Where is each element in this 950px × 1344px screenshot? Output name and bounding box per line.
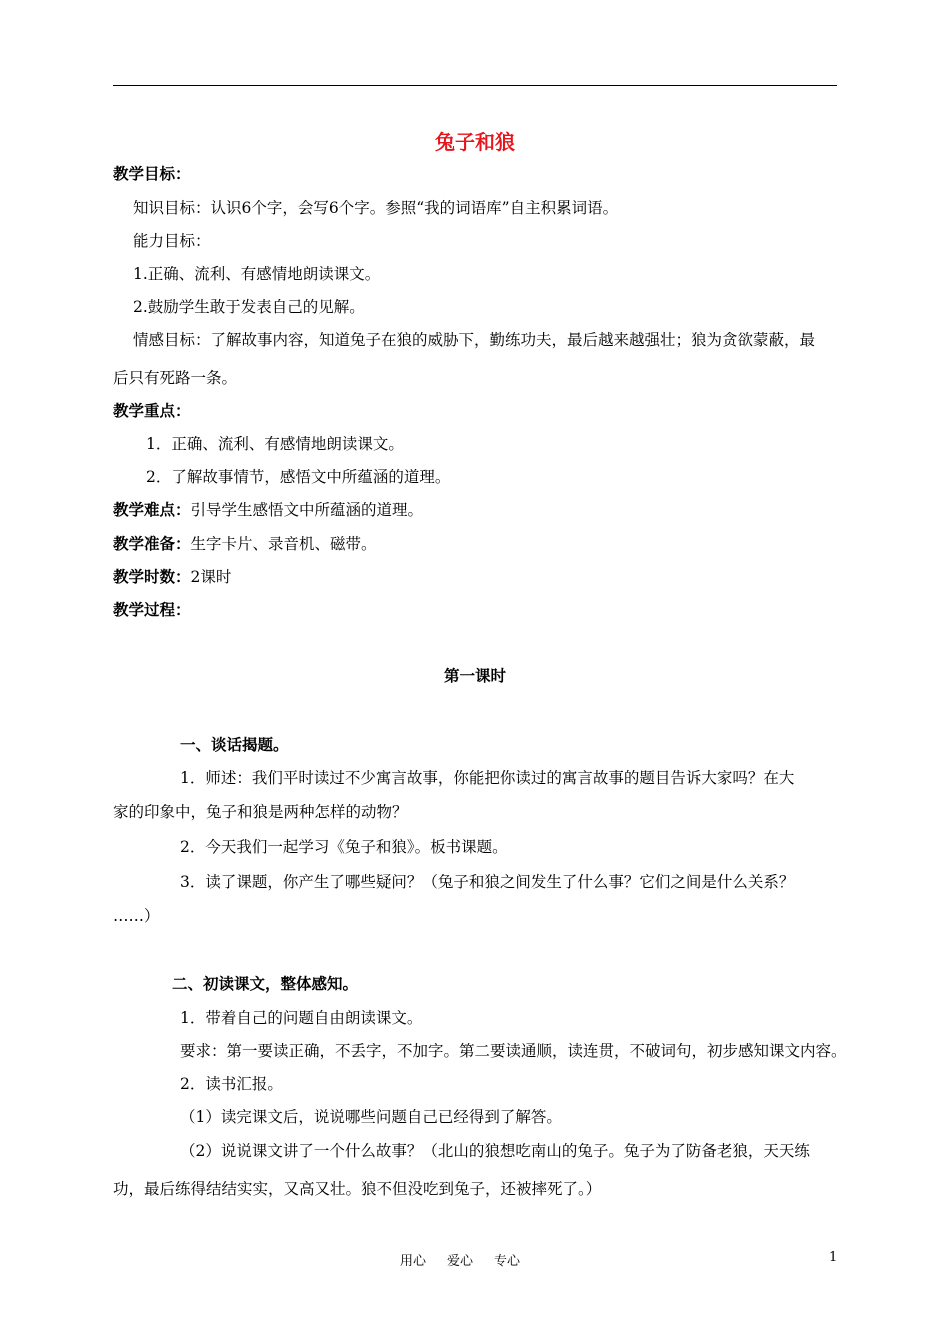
section-2-heading: 二、初读课文，整体感知。	[172, 975, 359, 993]
section-1-item-3-line-1: 3．读了课题，你产生了哪些疑问？（兔子和狼之间发生了什么事？它们之间是什么关系？	[180, 873, 795, 891]
ability-heading: 能力目标：	[133, 232, 211, 250]
section-2-item-2: 2．读书汇报。	[180, 1075, 283, 1093]
difficulty-heading: 教学难点：	[113, 501, 191, 519]
section-1-item-3-line-2: ……）	[113, 907, 160, 925]
objectives-heading: 教学目标：	[113, 165, 191, 183]
section-1-item-2: 2．今天我们一起学习《兔子和狼》。板书课题。	[180, 838, 508, 856]
hours-row	[113, 567, 231, 587]
process-heading: 教学过程：	[113, 601, 191, 619]
key-point-2: 2．了解故事情节，感悟文中所蕴涵的道理。	[146, 468, 451, 486]
key-points-heading: 教学重点：	[113, 402, 191, 420]
knowledge-objective: 知识目标：认识6个字，会写6个字。参照“我的词语库”自主积累词语。	[133, 199, 619, 217]
page-number: 1	[829, 1250, 838, 1265]
footer-motto-3: 专心	[494, 1254, 521, 1269]
document-title: 兔子和狼	[435, 130, 515, 154]
section-2-requirement: 要求：第一要读正确，不丢字，不加字。第二要读通顺，读连贯，不破词句，初步感知课文内容。	[180, 1042, 847, 1060]
difficulty-row	[113, 500, 423, 520]
section-1-item-1-line-2: 家的印象中，兔子和狼是两种怎样的动物？	[113, 803, 408, 821]
section-2-item-1: 1．带着自己的问题自由朗读课文。	[180, 1009, 423, 1027]
header-rule	[113, 85, 837, 86]
preparation-text: 生字卡片、录音机、磁带。	[190, 535, 377, 553]
section-1-item-1-line-1: 1．师述：我们平时读过不少寓言故事，你能把你读过的寓言故事的题目告诉大家吗？在大	[180, 769, 795, 787]
section-2-sub-item-1: （1）读完课文后，说说哪些问题自己已经得到了解答。	[180, 1108, 562, 1126]
ability-item-1: 1.正确、流利、有感情地朗读课文。	[133, 265, 381, 283]
difficulty-text: 引导学生感悟文中所蕴涵的道理。	[190, 501, 424, 519]
lesson-1-heading: 第一课时	[443, 667, 506, 685]
section-2-sub-item-2-line-2: 功，最后练得结结实实，又高又壮。狼不但没吃到兔子，还被摔死了。）	[113, 1180, 602, 1198]
emotion-objective-line-1: 情感目标：了解故事内容，知道兔子在狼的威胁下，勤练功夫，最后越来越强壮；狼为贪欲蒙蔽，最	[133, 331, 816, 349]
footer-motto-2: 爱心	[447, 1254, 474, 1269]
preparation-row	[113, 534, 377, 554]
key-point-1: 1．正确、流利、有感情地朗读课文。	[146, 435, 404, 453]
section-1-heading: 一、谈话揭题。	[180, 736, 289, 754]
hours-text: 2课时	[190, 568, 232, 586]
section-2-sub-item-2-line-1: （2）说说课文讲了一个什么故事？（北山的狼想吃南山的兔子。兔子为了防备老狼，天天练	[180, 1142, 810, 1160]
emotion-objective-line-2: 后只有死路一条。	[113, 369, 238, 387]
preparation-heading: 教学准备：	[113, 535, 191, 553]
ability-item-2: 2.鼓励学生敢于发表自己的见解。	[133, 298, 365, 316]
footer-motto-1: 用心	[400, 1254, 427, 1269]
hours-heading: 教学时数：	[113, 568, 191, 586]
